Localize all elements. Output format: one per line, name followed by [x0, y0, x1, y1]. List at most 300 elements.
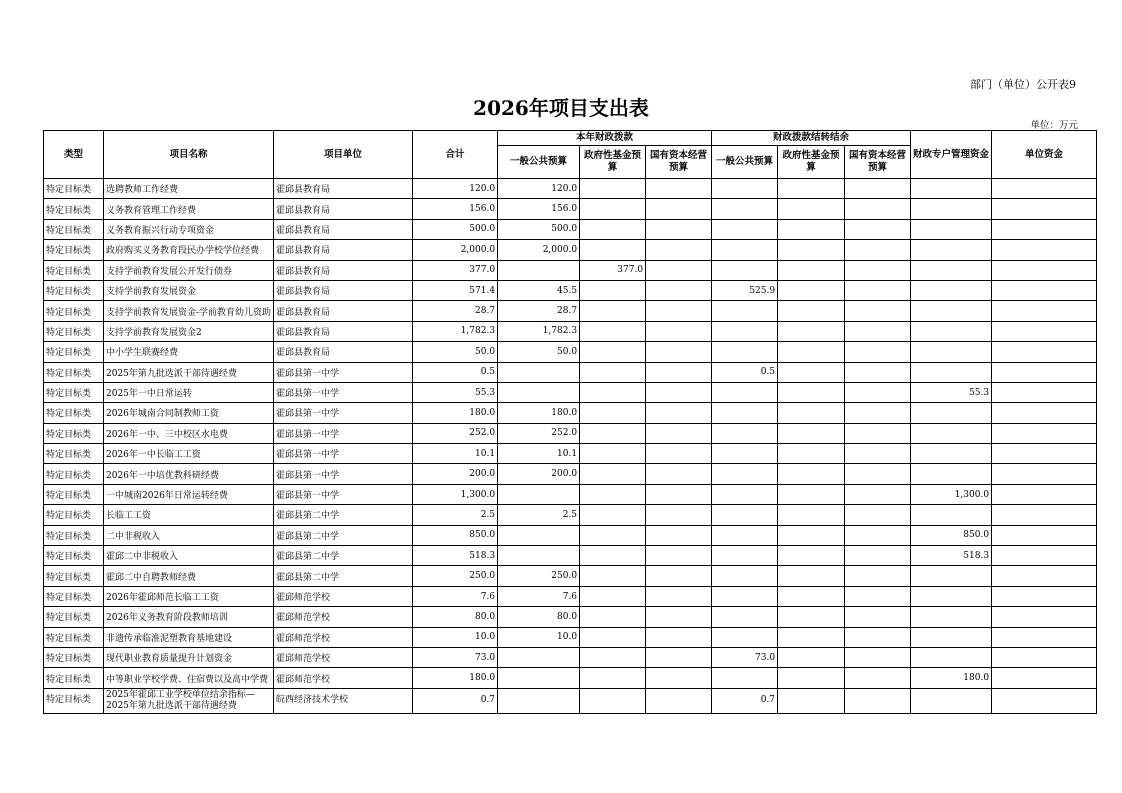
- cell-current-general: [498, 484, 580, 504]
- cell-current-state: [646, 444, 712, 464]
- cell-project-name: 选聘教师工作经费: [104, 179, 274, 199]
- cell-current-fund: [580, 464, 646, 484]
- cell-special-account: [911, 179, 992, 199]
- header-type: 类型: [44, 131, 104, 179]
- cell-project-unit: 霍邱县第一中学: [274, 464, 413, 484]
- cell-carry-state: [845, 627, 911, 647]
- cell-total: 2.5: [413, 505, 498, 525]
- cell-current-state: [646, 505, 712, 525]
- cell-total: 2,000.0: [413, 240, 498, 260]
- cell-project-name: 霍邱二中自聘教师经费: [104, 566, 274, 586]
- page-title: 2026年项目支出表: [473, 96, 649, 120]
- cell-current-fund: [580, 403, 646, 423]
- table-row: [44, 668, 1097, 688]
- cell-carry-fund: [778, 382, 845, 402]
- cell-carry-general: [712, 321, 778, 341]
- cell-project-unit: 霍邱县第一中学: [274, 423, 413, 443]
- table-row: [44, 199, 1097, 219]
- cell-project-unit: 霍邱县第二中学: [274, 546, 413, 566]
- cell-current-fund: [580, 240, 646, 260]
- cell-carry-fund: [778, 301, 845, 321]
- cell-carry-fund: [778, 362, 845, 382]
- cell-carry-state: [845, 484, 911, 504]
- cell-carry-state: [845, 464, 911, 484]
- cell-project-name: 2026年一中、三中校区水电费: [104, 423, 274, 443]
- table-row: [44, 444, 1097, 464]
- cell-project-name: 支持学前教育发展资金2: [104, 321, 274, 341]
- header-carry-state: 国有资本经营预算: [845, 146, 911, 179]
- cell-project-name: 霍邱二中非税收入: [104, 546, 274, 566]
- cell-current-state: [646, 382, 712, 402]
- cell-carry-general: [712, 668, 778, 688]
- cell-carry-general: [712, 199, 778, 219]
- cell-project-name: 2026年霍邱师范长临工工资: [104, 586, 274, 606]
- cell-type: 特定目标类: [44, 444, 104, 464]
- cell-current-state: [646, 362, 712, 382]
- cell-current-fund: [580, 505, 646, 525]
- cell-total: 180.0: [413, 403, 498, 423]
- cell-type: 特定目标类: [44, 586, 104, 606]
- cell-total: 252.0: [413, 423, 498, 443]
- cell-project-name: 2026年城南合同制教师工资: [104, 403, 274, 423]
- cell-carry-state: [845, 260, 911, 280]
- cell-carry-state: [845, 342, 911, 362]
- cell-own-funds: [992, 627, 1097, 647]
- cell-special-account: [911, 647, 992, 667]
- cell-current-general: [498, 647, 580, 667]
- cell-current-state: [646, 647, 712, 667]
- cell-current-general: [498, 688, 580, 713]
- cell-carry-state: [845, 505, 911, 525]
- table-row: [44, 505, 1097, 525]
- cell-special-account: 1,300.0: [911, 484, 992, 504]
- table-row: [44, 464, 1097, 484]
- header-carryover: 财政拨款结转结余: [712, 131, 911, 146]
- cell-current-general: [498, 525, 580, 545]
- cell-type: 特定目标类: [44, 607, 104, 627]
- cell-current-state: [646, 688, 712, 713]
- cell-own-funds: [992, 484, 1097, 504]
- table-row: [44, 403, 1097, 423]
- cell-project-name: 二中非税收入: [104, 525, 274, 545]
- cell-type: 特定目标类: [44, 362, 104, 382]
- table-row: [44, 362, 1097, 382]
- cell-total: 180.0: [413, 668, 498, 688]
- cell-current-fund: [580, 607, 646, 627]
- cell-current-fund: [580, 423, 646, 443]
- cell-carry-general: [712, 403, 778, 423]
- cell-current-fund: [580, 688, 646, 713]
- cell-own-funds: [992, 688, 1097, 713]
- cell-current-state: [646, 260, 712, 280]
- cell-project-unit: 霍邱师范学校: [274, 647, 413, 667]
- cell-current-state: [646, 280, 712, 300]
- cell-project-unit: 霍邱师范学校: [274, 627, 413, 647]
- cell-current-general: 10.1: [498, 444, 580, 464]
- cell-carry-state: [845, 688, 911, 713]
- cell-total: 80.0: [413, 607, 498, 627]
- table-row: [44, 423, 1097, 443]
- cell-current-state: [646, 342, 712, 362]
- header-current-year: 本年财政拨款: [498, 131, 712, 146]
- cell-total: 518.3: [413, 546, 498, 566]
- cell-carry-general: [712, 627, 778, 647]
- cell-type: 特定目标类: [44, 199, 104, 219]
- cell-carry-fund: [778, 647, 845, 667]
- table-row: [44, 219, 1097, 239]
- cell-own-funds: [992, 321, 1097, 341]
- project-expenditure-table: [43, 130, 1097, 714]
- cell-project-name: 中小学生联赛经费: [104, 342, 274, 362]
- cell-current-general: 80.0: [498, 607, 580, 627]
- table-row: [44, 179, 1097, 199]
- cell-special-account: [911, 586, 992, 606]
- header-special-account: 财政专户管理资金: [911, 131, 992, 179]
- table-row: [44, 321, 1097, 341]
- cell-project-name: 义务教育管理工作经费: [104, 199, 274, 219]
- cell-current-general: 156.0: [498, 199, 580, 219]
- header-current-general: 一般公共预算: [498, 146, 580, 179]
- cell-current-state: [646, 403, 712, 423]
- cell-project-name: 义务教育振兴行动专项资金: [104, 219, 274, 239]
- cell-current-state: [646, 668, 712, 688]
- cell-project-name: 政府购买义务教育段民办学校学位经费: [104, 240, 274, 260]
- cell-current-fund: [580, 627, 646, 647]
- table-row: [44, 607, 1097, 627]
- cell-current-fund: 377.0: [580, 260, 646, 280]
- cell-total: 571.4: [413, 280, 498, 300]
- cell-carry-general: [712, 464, 778, 484]
- cell-carry-fund: [778, 668, 845, 688]
- table-row: [44, 342, 1097, 362]
- cell-project-name: 2025年霍邱工业学校单位结余指标—2025年第九批选派干部待遇经费: [104, 688, 274, 713]
- cell-carry-state: [845, 647, 911, 667]
- cell-project-name: 支持学前教育发展公开发行债券: [104, 260, 274, 280]
- cell-current-state: [646, 627, 712, 647]
- table-row: [44, 546, 1097, 566]
- cell-carry-general: [712, 342, 778, 362]
- cell-current-fund: [580, 342, 646, 362]
- cell-current-fund: [580, 484, 646, 504]
- cell-current-fund: [580, 321, 646, 341]
- cell-special-account: [911, 505, 992, 525]
- cell-project-name: 2026年一中培优教科研经费: [104, 464, 274, 484]
- header-own-funds: 单位资金: [992, 131, 1097, 179]
- cell-carry-state: [845, 403, 911, 423]
- cell-carry-fund: [778, 688, 845, 713]
- cell-project-unit: 霍邱县教育局: [274, 280, 413, 300]
- cell-total: 250.0: [413, 566, 498, 586]
- cell-carry-state: [845, 382, 911, 402]
- cell-carry-general: 525.9: [712, 280, 778, 300]
- cell-special-account: [911, 688, 992, 713]
- header-carry-general: 一般公共预算: [712, 146, 778, 179]
- cell-carry-fund: [778, 280, 845, 300]
- cell-project-name: 2026年一中长临工工资: [104, 444, 274, 464]
- cell-project-name: 2025年第九批选派干部待遇经费: [104, 362, 274, 382]
- cell-current-fund: [580, 546, 646, 566]
- cell-carry-state: [845, 423, 911, 443]
- cell-project-unit: 霍邱县第一中学: [274, 444, 413, 464]
- cell-type: 特定目标类: [44, 382, 104, 402]
- cell-carry-fund: [778, 342, 845, 362]
- cell-type: 特定目标类: [44, 484, 104, 504]
- cell-current-fund: [580, 647, 646, 667]
- cell-total: 10.1: [413, 444, 498, 464]
- cell-current-general: 2.5: [498, 505, 580, 525]
- cell-special-account: [911, 607, 992, 627]
- cell-project-unit: 霍邱县教育局: [274, 321, 413, 341]
- form-number: 部门（单位）公开表9: [970, 78, 1076, 91]
- cell-project-unit: 霍邱县第一中学: [274, 362, 413, 382]
- cell-current-general: 10.0: [498, 627, 580, 647]
- cell-carry-state: [845, 321, 911, 341]
- cell-current-fund: [580, 362, 646, 382]
- cell-carry-general: [712, 382, 778, 402]
- cell-total: 7.6: [413, 586, 498, 606]
- cell-project-name: 长临工工资: [104, 505, 274, 525]
- cell-project-name: 非遗传承临淮泥塑教育基地建设: [104, 627, 274, 647]
- cell-carry-fund: [778, 607, 845, 627]
- cell-current-general: 500.0: [498, 219, 580, 239]
- cell-carry-general: 73.0: [712, 647, 778, 667]
- unit-label: 单位：万元: [1030, 120, 1078, 131]
- cell-current-fund: [580, 219, 646, 239]
- cell-carry-state: [845, 525, 911, 545]
- cell-project-unit: 霍邱县教育局: [274, 199, 413, 219]
- cell-current-state: [646, 301, 712, 321]
- cell-carry-general: 0.7: [712, 688, 778, 713]
- cell-total: 50.0: [413, 342, 498, 362]
- cell-carry-state: [845, 362, 911, 382]
- cell-project-name: 支持学前教育发展资金: [104, 280, 274, 300]
- cell-carry-fund: [778, 464, 845, 484]
- header-current-fund: 政府性基金预算: [580, 146, 646, 179]
- cell-type: 特定目标类: [44, 321, 104, 341]
- cell-current-state: [646, 321, 712, 341]
- cell-carry-state: [845, 301, 911, 321]
- cell-project-unit: 霍邱县教育局: [274, 260, 413, 280]
- cell-total: 1,782.3: [413, 321, 498, 341]
- cell-current-general: 120.0: [498, 179, 580, 199]
- cell-carry-state: [845, 199, 911, 219]
- cell-current-general: [498, 382, 580, 402]
- cell-type: 特定目标类: [44, 505, 104, 525]
- cell-project-unit: 霍邱县教育局: [274, 301, 413, 321]
- cell-special-account: [911, 627, 992, 647]
- cell-current-state: [646, 199, 712, 219]
- table-row: [44, 586, 1097, 606]
- cell-special-account: 55.3: [911, 382, 992, 402]
- cell-current-fund: [580, 179, 646, 199]
- cell-type: 特定目标类: [44, 219, 104, 239]
- cell-special-account: [911, 301, 992, 321]
- table-row: [44, 301, 1097, 321]
- cell-carry-general: 0.5: [712, 362, 778, 382]
- cell-project-unit: 霍邱县教育局: [274, 342, 413, 362]
- table-row: [44, 525, 1097, 545]
- cell-own-funds: [992, 444, 1097, 464]
- cell-own-funds: [992, 219, 1097, 239]
- cell-carry-general: [712, 240, 778, 260]
- cell-own-funds: [992, 240, 1097, 260]
- cell-current-general: 200.0: [498, 464, 580, 484]
- cell-current-state: [646, 607, 712, 627]
- cell-carry-general: [712, 179, 778, 199]
- cell-current-state: [646, 464, 712, 484]
- header-current-state: 国有资本经营预算: [646, 146, 712, 179]
- cell-carry-state: [845, 607, 911, 627]
- cell-carry-state: [845, 668, 911, 688]
- cell-carry-fund: [778, 586, 845, 606]
- cell-special-account: 850.0: [911, 525, 992, 545]
- cell-total: 850.0: [413, 525, 498, 545]
- cell-current-fund: [580, 382, 646, 402]
- cell-type: 特定目标类: [44, 260, 104, 280]
- cell-own-funds: [992, 525, 1097, 545]
- cell-project-unit: 霍邱县第一中学: [274, 484, 413, 504]
- cell-project-unit: 霍邱师范学校: [274, 668, 413, 688]
- cell-type: 特定目标类: [44, 668, 104, 688]
- cell-project-unit: 霍邱县第一中学: [274, 382, 413, 402]
- table-row: [44, 688, 1097, 713]
- cell-carry-general: [712, 423, 778, 443]
- cell-total: 28.7: [413, 301, 498, 321]
- cell-carry-state: [845, 546, 911, 566]
- cell-special-account: [911, 362, 992, 382]
- cell-own-funds: [992, 464, 1097, 484]
- cell-current-state: [646, 586, 712, 606]
- cell-current-general: [498, 546, 580, 566]
- cell-current-state: [646, 179, 712, 199]
- cell-own-funds: [992, 566, 1097, 586]
- cell-type: 特定目标类: [44, 423, 104, 443]
- cell-carry-state: [845, 586, 911, 606]
- cell-current-fund: [580, 199, 646, 219]
- cell-project-name: 现代职业教育质量提升计划资金: [104, 647, 274, 667]
- cell-own-funds: [992, 647, 1097, 667]
- cell-carry-general: [712, 484, 778, 504]
- cell-project-unit: 霍邱县第二中学: [274, 525, 413, 545]
- cell-own-funds: [992, 505, 1097, 525]
- cell-carry-general: [712, 505, 778, 525]
- cell-current-general: 45.5: [498, 280, 580, 300]
- cell-own-funds: [992, 199, 1097, 219]
- cell-carry-state: [845, 280, 911, 300]
- cell-special-account: 180.0: [911, 668, 992, 688]
- cell-carry-general: [712, 301, 778, 321]
- table-row: [44, 566, 1097, 586]
- cell-special-account: [911, 219, 992, 239]
- cell-special-account: [911, 342, 992, 362]
- cell-special-account: [911, 240, 992, 260]
- cell-project-unit: 霍邱师范学校: [274, 586, 413, 606]
- cell-current-general: 50.0: [498, 342, 580, 362]
- cell-total: 120.0: [413, 179, 498, 199]
- cell-current-general: [498, 260, 580, 280]
- cell-special-account: [911, 199, 992, 219]
- header-carry-fund: 政府性基金预算: [778, 146, 845, 179]
- cell-own-funds: [992, 607, 1097, 627]
- table-row: [44, 627, 1097, 647]
- cell-special-account: 518.3: [911, 546, 992, 566]
- cell-own-funds: [992, 301, 1097, 321]
- cell-carry-general: [712, 566, 778, 586]
- cell-project-name: 2025年一中日常运转: [104, 382, 274, 402]
- cell-project-unit: 霍邱师范学校: [274, 607, 413, 627]
- cell-carry-state: [845, 179, 911, 199]
- cell-special-account: [911, 423, 992, 443]
- cell-total: 0.7: [413, 688, 498, 713]
- cell-carry-fund: [778, 546, 845, 566]
- cell-project-name: 中等职业学校学费、住宿费以及高中学费: [104, 668, 274, 688]
- cell-carry-fund: [778, 260, 845, 280]
- cell-carry-state: [845, 219, 911, 239]
- cell-current-general: 250.0: [498, 566, 580, 586]
- cell-current-state: [646, 423, 712, 443]
- cell-current-general: [498, 668, 580, 688]
- cell-own-funds: [992, 362, 1097, 382]
- cell-current-fund: [580, 301, 646, 321]
- cell-current-state: [646, 484, 712, 504]
- cell-type: 特定目标类: [44, 688, 104, 713]
- cell-current-state: [646, 240, 712, 260]
- cell-current-fund: [580, 566, 646, 586]
- cell-current-general: 7.6: [498, 586, 580, 606]
- cell-total: 73.0: [413, 647, 498, 667]
- cell-project-unit: 霍邱县教育局: [274, 240, 413, 260]
- cell-carry-fund: [778, 423, 845, 443]
- cell-carry-fund: [778, 566, 845, 586]
- cell-carry-general: [712, 607, 778, 627]
- cell-project-name: 2026年义务教育阶段教师培训: [104, 607, 274, 627]
- cell-carry-state: [845, 566, 911, 586]
- cell-type: 特定目标类: [44, 301, 104, 321]
- cell-total: 156.0: [413, 199, 498, 219]
- cell-carry-general: [712, 260, 778, 280]
- cell-own-funds: [992, 403, 1097, 423]
- table-row: [44, 240, 1097, 260]
- cell-current-general: 28.7: [498, 301, 580, 321]
- cell-own-funds: [992, 668, 1097, 688]
- cell-carry-state: [845, 240, 911, 260]
- cell-total: 377.0: [413, 260, 498, 280]
- cell-total: 10.0: [413, 627, 498, 647]
- table-row: [44, 484, 1097, 504]
- header-project-name: 项目名称: [104, 131, 274, 179]
- cell-own-funds: [992, 586, 1097, 606]
- cell-type: 特定目标类: [44, 464, 104, 484]
- cell-type: 特定目标类: [44, 525, 104, 545]
- cell-carry-fund: [778, 179, 845, 199]
- cell-carry-fund: [778, 199, 845, 219]
- cell-own-funds: [992, 280, 1097, 300]
- cell-carry-general: [712, 546, 778, 566]
- header-project-unit: 项目单位: [274, 131, 413, 179]
- cell-carry-state: [845, 444, 911, 464]
- header-total: 合计: [413, 131, 498, 179]
- table-row: [44, 260, 1097, 280]
- cell-carry-fund: [778, 484, 845, 504]
- cell-special-account: [911, 444, 992, 464]
- cell-current-general: 252.0: [498, 423, 580, 443]
- cell-project-unit: 霍邱县第二中学: [274, 566, 413, 586]
- cell-carry-fund: [778, 219, 845, 239]
- cell-current-state: [646, 566, 712, 586]
- cell-special-account: [911, 566, 992, 586]
- cell-total: 500.0: [413, 219, 498, 239]
- cell-carry-fund: [778, 240, 845, 260]
